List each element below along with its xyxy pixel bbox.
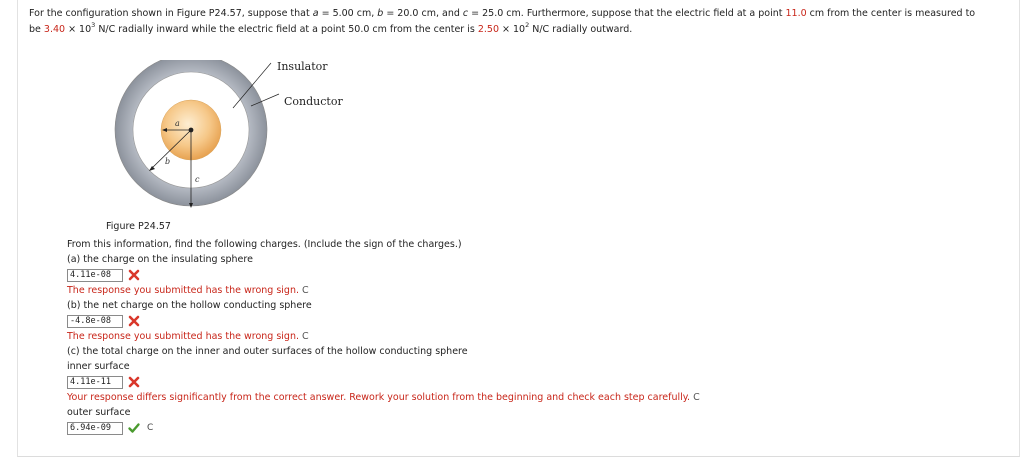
- part-c-label: (c) the total charge on the inner and outer surfaces of the hollow conducting sphere: [67, 346, 468, 357]
- part-b-grade: C: [302, 331, 309, 342]
- inner-surface-grade: C: [693, 392, 700, 403]
- wrong-x-icon: [127, 314, 141, 328]
- instruction-text: From this information, find the following charges. (Include the sign of the charges.): [67, 239, 462, 250]
- outer-surface-answer-input[interactable]: 6.94e-09: [67, 422, 123, 435]
- wrong-x-icon: [127, 268, 141, 282]
- given-field-inner: 3.40: [43, 24, 66, 35]
- figure-p24-57: [109, 60, 354, 220]
- inner-surface-answer-row: [67, 375, 141, 389]
- part-a-answer-row: [67, 268, 141, 282]
- conductor-label: Conductor: [284, 95, 343, 108]
- part-a-feedback: The response you submitted has the wrong sign. C: [67, 285, 309, 296]
- correct-check-icon: [127, 421, 141, 435]
- radius-a-label: a: [175, 119, 180, 128]
- given-distance: 11.0: [785, 8, 807, 19]
- part-b-answer-input[interactable]: -4.8e-08: [67, 315, 123, 328]
- part-a-label: (a) the charge on the insulating sphere: [67, 254, 253, 265]
- part-b-answer-row: [67, 314, 141, 328]
- problem-statement: For the configuration shown in Figure P24.57, suppose that a = 5.00 cm, b = 20.0 cm, and c = 25.0 cm. Furthermore, suppose that the electric field at a point 11.0 cm from the center is measured to be $3.40 \times 10^3$ N/C radially inward while the electric field at a point 50.0 cm from the center is $2.50 \times 10^2$ N/C radially outward.: [29, 8, 976, 35]
- part-b-feedback: The response you submitted has the wrong sign. C: [67, 331, 309, 342]
- part-b-label: (b) the net charge on the hollow conducting sphere: [67, 300, 312, 311]
- insulator-label: Insulator: [277, 60, 328, 73]
- outer-surface-answer-row: [67, 421, 153, 435]
- wrong-x-icon: [127, 375, 141, 389]
- part-a-grade: C: [302, 285, 309, 296]
- inner-surface-answer-input[interactable]: 4.11e-11: [67, 376, 123, 389]
- outer-surface-grade: C: [147, 423, 154, 433]
- inner-surface-label: inner surface: [67, 361, 130, 372]
- outer-surface-label: outer surface: [67, 407, 131, 418]
- figure-caption: Figure P24.57: [106, 221, 171, 232]
- given-field-outer: 2.50: [477, 24, 499, 35]
- radius-b-label: b: [165, 157, 171, 166]
- inner-surface-feedback: Your response differs significantly from the correct answer. Rework your solution from the beginning and check each step carefully. C: [67, 392, 700, 403]
- part-a-answer-input[interactable]: 4.11e-08: [67, 269, 123, 282]
- radius-c-label: c: [195, 175, 200, 184]
